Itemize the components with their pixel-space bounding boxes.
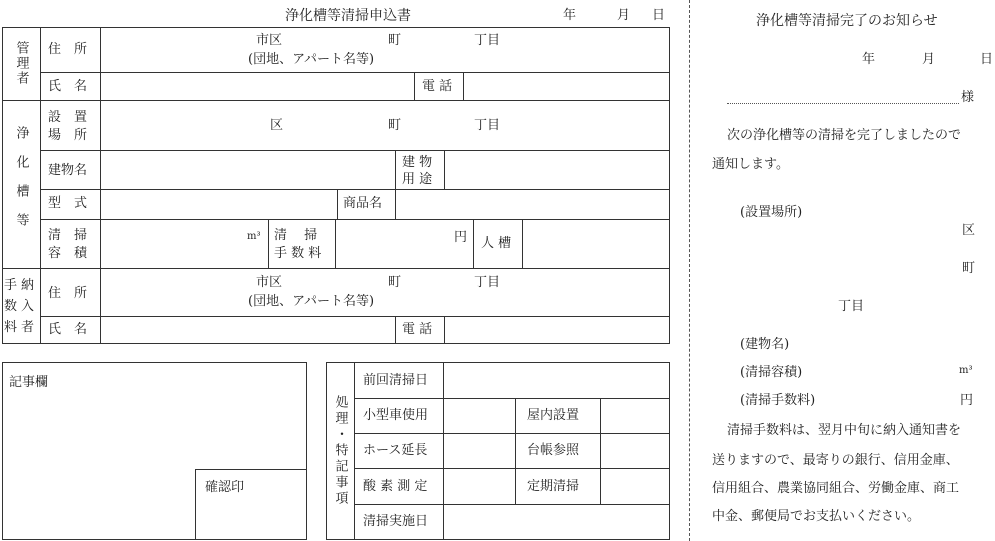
small-vehicle-field[interactable]: [444, 399, 514, 432]
volume-unit: m³: [247, 231, 261, 242]
tank-location-ward: 区: [270, 118, 284, 133]
form-date-month: 月: [617, 8, 631, 23]
notes-field[interactable]: [4, 395, 194, 538]
ledger-reference-label: 台帳参照: [527, 443, 580, 458]
tank-location-chome: 丁目: [474, 118, 501, 133]
notice-footer-line2: 送りますので、最寄りの銀行、信用金庫、: [712, 453, 959, 468]
fee-unit: 円: [454, 230, 468, 245]
cleaning-date-field[interactable]: [444, 505, 669, 539]
confirm-stamp-label: 確認印: [205, 480, 245, 495]
payer-phone-field[interactable]: [445, 317, 669, 343]
last-cleaning-date-field[interactable]: [444, 363, 669, 397]
notice-date-year: 年: [862, 52, 876, 67]
notice-title: 浄化槽等清掃完了のお知らせ: [756, 13, 938, 29]
indoor-installation-field[interactable]: [601, 399, 669, 432]
payer-address-label: 住 所: [48, 286, 88, 301]
notice-location-label: (設置場所): [740, 205, 803, 220]
payer-name-label: 氏 名: [48, 322, 88, 337]
manager-address-city: 市区: [256, 33, 283, 48]
hose-extension-field[interactable]: [444, 434, 514, 467]
ledger-reference-field[interactable]: [601, 434, 669, 467]
notice-footer-line3: 信用組合、農業協同組合、労働金庫、商工: [712, 481, 960, 496]
building-use-label: 建 物 用 途: [402, 155, 433, 187]
small-vehicle-label: 小型車使用: [363, 408, 429, 423]
cut-line: [689, 0, 690, 541]
payer-address-field[interactable]: [101, 269, 669, 315]
manager-phone-field[interactable]: [464, 73, 669, 99]
tank-location-field[interactable]: [101, 101, 669, 149]
tank-location-label: 設 置 場 所: [48, 110, 88, 143]
persons-label: 人 槽: [481, 236, 512, 251]
form-date-day: 日: [652, 8, 666, 23]
confirm-stamp-field[interactable]: [196, 470, 306, 539]
notice-volume-label: (清掃容積): [740, 365, 803, 380]
notice-footer-line1: 清掃手数料は、翌月中旬に納入通知書を: [727, 423, 962, 438]
last-cleaning-date-label: 前回清掃日: [363, 373, 429, 388]
payer-phone-label: 電 話: [402, 322, 433, 337]
notice-ward: 区: [962, 223, 976, 238]
payer-label: 手納数入料者: [4, 278, 39, 335]
notice-volume-unit: m³: [959, 365, 973, 376]
manager-address-label: 住 所: [48, 42, 88, 57]
building-name-field[interactable]: [101, 151, 394, 188]
fee-label: 清 掃 手 数 料: [274, 228, 322, 261]
manager-name-field[interactable]: [101, 73, 413, 99]
notice-body-line1: 次の浄化槽等の清掃を完了しましたので: [727, 128, 962, 143]
regular-cleaning-label: 定期清掃: [527, 479, 580, 494]
product-name-label: 商品名: [343, 196, 383, 211]
notice-fee-unit: 円: [960, 393, 974, 408]
manager-address-field[interactable]: [101, 28, 669, 71]
model-label: 型 式: [48, 196, 88, 211]
form-title: 浄化槽等清掃申込書: [285, 8, 411, 24]
notice-fee-label: (清掃手数料): [740, 393, 816, 408]
notice-date-month: 月: [922, 52, 936, 67]
manager-phone-label: 電 話: [422, 79, 453, 94]
payer-address-chome: 丁目: [474, 275, 501, 290]
processing-label: 処理・特記事項: [332, 395, 348, 507]
recipient-suffix: 様: [961, 90, 975, 105]
payer-address-town: 町: [388, 275, 402, 290]
indoor-installation-label: 屋内設置: [527, 408, 580, 423]
regular-cleaning-field[interactable]: [601, 469, 669, 503]
manager-address-note: (団地、アパート名等): [248, 52, 375, 67]
payer-address-city: 市区: [256, 275, 283, 290]
volume-label: 清 掃 容 積: [48, 228, 88, 261]
cleaning-date-label: 清掃実施日: [363, 514, 429, 529]
hose-extension-label: ホース延長: [363, 443, 428, 458]
building-name-label: 建物名: [48, 163, 88, 178]
completion-notice: [695, 0, 995, 541]
product-name-field[interactable]: [396, 190, 669, 218]
payer-address-note: (団地、アパート名等): [248, 294, 375, 309]
tank-label: 浄化槽等: [13, 126, 29, 242]
manager-label: 管理者: [13, 41, 29, 86]
payer-name-field[interactable]: [101, 317, 394, 343]
notes-label: 記事欄: [9, 375, 49, 390]
notice-building-label: (建物名): [740, 337, 790, 352]
recipient-line[interactable]: [727, 103, 959, 104]
tank-location-town: 町: [388, 118, 402, 133]
manager-address-chome: 丁目: [474, 33, 501, 48]
building-use-field[interactable]: [445, 151, 669, 188]
fee-field[interactable]: [336, 220, 472, 267]
persons-field[interactable]: [523, 220, 669, 267]
oxygen-measurement-label: 酸 素 測 定: [363, 479, 428, 494]
manager-name-label: 氏 名: [48, 79, 88, 94]
notice-chome: 丁目: [838, 299, 865, 314]
notice-town: 町: [962, 261, 976, 276]
manager-address-town: 町: [388, 33, 402, 48]
notice-body-line2: 通知します。: [712, 157, 789, 172]
volume-field[interactable]: [101, 220, 267, 267]
oxygen-measurement-field[interactable]: [444, 469, 514, 503]
notice-footer-line4: 中金、郵便局でお支払いください。: [712, 509, 921, 524]
form-date-year: 年: [563, 8, 577, 23]
notice-date-day: 日: [980, 52, 994, 67]
model-field[interactable]: [101, 190, 336, 218]
